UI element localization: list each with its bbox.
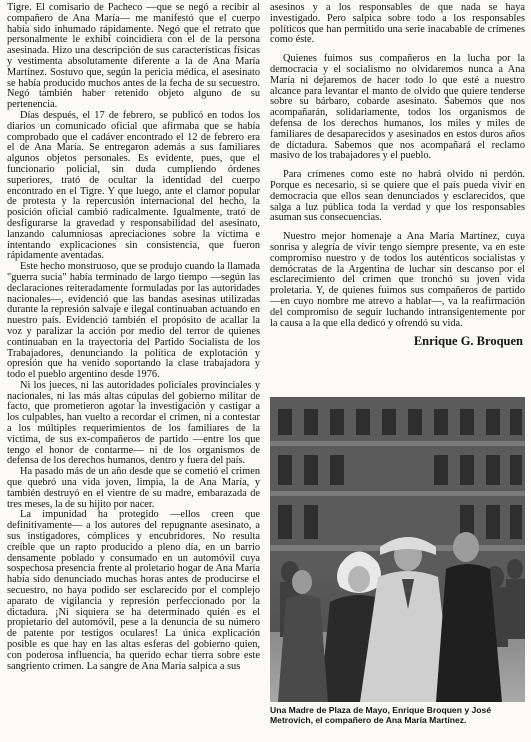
paragraph: Días después, el 17 de febrero, se publicó en todos los diarios un comunicado oficial que afirmaba que se había comprobado que el cadáver encontrado el 12 de febrero era el de Ana María. Se entregaron además a sus familiares algunos objetos personales. Es evidente, pues, que el funcionario policial, sin duda cumpliendo órdenes superiores, trató de ocultar la identidad del cuerpo encontrado en el Tigre. Y que luego, ante el clamor popular de protesta y la repercusión internacional del hecho, la posición oficial cambió radicalmente. Igualmente, trató de desfigurarse la gravedad y responsabilidad del asesinato, lanzando calumniosas apreciaciones sobre la víctima e intentando explicaciones sin consistencia, que fueron rápidamente aventadas.	[7, 109, 260, 262]
paragraph: Ha pasado más de un año desde que se cometió el crimen que quebró una vida joven, limpia, la de Ana María, y también destruyó en el vientre de su madre, embarazada de tres meses, la de su hijito por nacer.	[7, 466, 260, 510]
paragraph: Quienes fuimos sus compañeros en la lucha por la democracia y el socialismo no olvidaremos nunca a Ana María ni dejaremos de hacer todo lo que esté a nuestro alcance para levantar el manto de olvido que quiere tenderse sobre su bárbaro, cobarde asesinato. Sabemos que nos acompañarán, solidariamente, todos los organismos de defensa de los derechos humanos, los miles y miles de familiares de desaparecidos y asesinados en estos duros años de dictadura. Sabemos que nos acompañará el reclamo masivo de los trabajadores y el pueblo.	[270, 53, 525, 162]
paragraph: Nuestro mejor homenaje a Ana María Martínez, cuya sonrisa y alegría de vivir tengo siempre presente, va en este compromiso nuestro y de todos los auténticos socialistas y demócratas de la Argentina de luchar sin descanso por el esclarecimiento del crimen que tronchó su joven vida proletaria. Y, de quienes fuimos sus compañeros de partido —en cuyo nombre me atrevo a hablar—, va la reafirmación del compromiso de seguir luchando intransigentemente por la causa a la que ella dedicó y ofrendó su vida.	[270, 231, 525, 329]
author-signature: Enrique G. Broquen	[413, 334, 523, 349]
paragraph: Este hecho monstruoso, que se produjo cuando la llamada "guerra sucia" había terminado de largo tiempo —según las declaraciones reiteradamente formuladas por las autoridades nacionales—, evidenció que las bandas asesinas utilizadas durante la represión salvaje e ilegal continuaban actuando en nuestro país. Evidenció también el propósito de acallar la voz y paralizar la acción por medio del terror de quienes continuaban en la trayectoria del Partido Socialista de los Trabajadores, denunciando la política de explotación y opresión que ha venido soportando la clase trabajadora y todo el pueblo argentino desde 1976.	[7, 261, 260, 381]
news-photo	[270, 397, 525, 702]
paragraph: Para crímenes como este no habrá olvido ni perdón. Porque es necesario, si se quiere que el país pueda vivir en democracia que ellos sean denunciados y esclarecidos, que salga a luz pública toda la verdad y que los responsables asuman sus consecuencias.	[270, 169, 525, 224]
paragraph: Tigre. El comisario de Pacheco —que se negó a recibir al compañero de Ana María— me manifestó que el cuerpo había sido inhumado rápidamente. Negó que el retrato que personalmente le exhibí coincidiera con el de la persona asesinada. Hizo una descripción de sus características físicas y vestimenta absolutamente diferente a la de Ana María Martínez. Sostuvo que, según la pericia médica, el asesinato se había producido muchos antes de la fecha de su secuestro. Negó también haber retenido objeto alguno de su pertenencia.	[7, 2, 260, 111]
left-text-column	[7, 3, 260, 672]
right-text-column	[270, 3, 525, 347]
paragraph: asesinos y a los responsables de que nada se haya investigado. Pero salpica sobre todo a los responsables políticos que han permitido una serie inacabable de crímenes como éste.	[270, 2, 525, 46]
paragraph: Ni los jueces, ni las autoridades policiales provinciales y nacionales, ni las más altas cúpulas del gobierno militar de facto, que prometieron agotar la investigación y castigar a los culpables, han vuelto a recordar el crimen, ni a contestar a los múltiples requerimientos de los familiares de la víctima, de sus ex-compañeros de partido —entre los que tengo el honor de contarme— ni de los organismos de defensa de los derechos humanos, dentro y fuera del país.	[7, 379, 260, 467]
photo-illustration	[270, 397, 525, 702]
paragraph: La impunidad ha protegido —ellos creen que definitivamente— a los autores del repugnante asesinato, a sus instigadores, cómplices y encubridores. No resulta creíble que un rapto producido a pleno día, en un barrio densamente poblado y consumado en un automóvil cuya sospechosa presencia frente al proletario hogar de Ana María había sido denunciado muchas horas antes de producirse el secuestro, no haya podido ser esclarecido por el complejo aparato de vigilancia y represión perfeccionado por la dictadura. ¡Ni siquiera se ha determinado quién es el propietario del automóvil, pese a la denuncia de su número de patente por testigos oculares! La única explicación posible es que hay en las altas esferas del gobierno quien, con poderosa influencia, ha querido echar tierra sobre este sangriento crimen. La sangre de Ana María salpica a sus	[7, 509, 260, 672]
photo-caption: Una Madre de Plaza de Mayo, Enrique Broquen y José Metrovich, el compañero de Ana María Martínez.	[270, 705, 492, 725]
